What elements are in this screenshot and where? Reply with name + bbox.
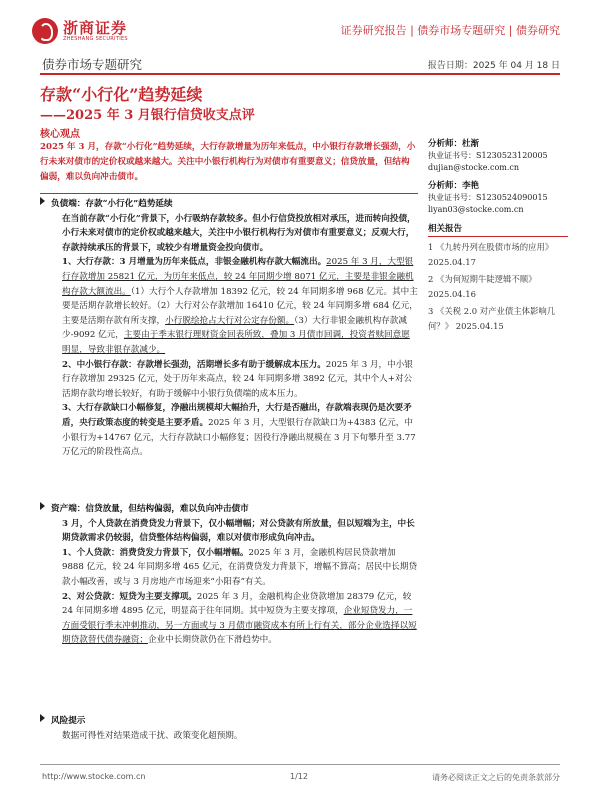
liability-section xyxy=(40,197,418,460)
liability-point-1: 1、大行存款：3 月增量为历年来低点，非银金融机构存款大幅流出。2025 年 3 月，大型银行存款增加 25821 亿元，为历年来低点，较 24 年同期少增 8071 亿元，主要是非银金融机构存款大额流出。（1）大行个人存款增加 18392 亿元，较 24 年同期多增 968 亿元。其中主要是活期存款增长较好。（2）大行对公存款增加 16410 亿元，较 24 年同期多增 684 亿元，主要是活期存款有所支撑，小行脱绘抢占大行对公定存份额。（3）大行非银金融机构存款减少-9092 亿元，主要由于季末银行理财资金回表所致，叠加 3 月债市回调，投资者赎回意愿明显，导致非银存款减少。 xyxy=(62,257,418,355)
asset-heading: 资产端：信贷放量，但结构偏弱，难以负向冲击债市 xyxy=(40,502,418,517)
analyst-2-email[interactable]: liyan03@stocke.com.cn xyxy=(428,205,524,214)
company-logo xyxy=(32,14,162,48)
related-report-item[interactable]: 2 《为何短期牛陡逻辑不顺》 2025.04.16 xyxy=(428,274,537,299)
report-category: 证券研究报告 | 债券市场专题研究 | 债券研究 xyxy=(340,24,560,37)
liability-point-3: 3、大行存款缺口小幅修复，净融出规模却大幅抬升，大行是否融出，存款端表现仍是次要矛盾，央行政策态度的转变是主要矛盾。2025 年 3 月，大型银行存款缺口为+4383 亿元，中小银行为+14767 亿元，大行存款缺口小幅修复；因役行净融出规模在 3 月下旬攀升至 3.77 万亿元的阶段性高点。 xyxy=(62,403,416,458)
core-view-heading: 核心观点 xyxy=(40,129,80,140)
analyst-1-name: 分析师：杜渐 xyxy=(428,139,480,149)
header-rule xyxy=(40,73,560,75)
liability-heading: 负债端：存款“小行化”趋势延续 xyxy=(40,197,418,212)
core-separator xyxy=(40,193,418,194)
related-report-item[interactable]: 1 《九转丹列在股债市场的应用》 2025.04.17 xyxy=(428,242,554,267)
risk-text: 数据可得性对结果造成干扰、政策变化超预期。 xyxy=(62,730,243,741)
asset-intro: 3 月，个人贷款在消费贷发力背景下，仅小幅增幅；对公贷款有所放量，但以短端为主，中长期贷款需求仍较弱，信贷整体结构偏弱，难以对债市形成负向冲击。 xyxy=(62,518,415,544)
risk-section xyxy=(40,714,418,743)
asset-point-2: 2、对公贷款：短贷为主要支撑项。2025 年 3 月，金融机构企业贷款增加 28379 亿元，较 24 年同期多增 4895 亿元，明显高于往年同期。其中短贷为主要支撑项，企业短贷发力，一方面受银行季末冲刺推动，另一方面或与 3 月债市融资成本有所上行有关，部分企业选择以短期贷款替代债券融资；企业中长期贷款仍在下滑趋势中。 xyxy=(62,591,417,646)
bullet-arrow-icon xyxy=(40,714,45,722)
footer-disclaimer: 请务必阅读正文之后的免责条款部分 xyxy=(432,773,560,782)
document-type: 债券市场专题研究 xyxy=(42,57,143,72)
risk-heading: 风险提示 xyxy=(40,714,418,729)
core-view-text: 2025 年 3 月，存款“小行化”趋势延续，大行存款增量为历年来低点，中小银行存款增长强劲，小行未来对债市的定价权或越来越大。关注中小银行机构行为对债市有重要意义；信贷放量，但结构偏弱，难以负向冲击债市。 xyxy=(40,142,416,182)
liability-intro: 在当前存款“小行化”背景下，小行吸纳存款较多。但小行信贷投放相对承压，进而转向投债，小行未来对债市的定价权或越来越大，关注中小银行机构行为对债市有重要意义；反观大行，存款持续承压的背景下，或较少有增量资金投向债市。 xyxy=(62,213,416,253)
analyst-1 xyxy=(428,138,568,174)
logo-text-cn: 浙商证券 xyxy=(63,19,128,37)
bullet-arrow-icon xyxy=(40,197,45,205)
related-rule xyxy=(428,236,568,237)
analyst-1-email[interactable]: dujian@stocke.com.cn xyxy=(428,163,520,172)
report-date: 报告日期：2025 年 04 月 18 日 xyxy=(427,61,560,71)
related-report-item[interactable]: 3 《关税 2.0 对产业债主体影响几何？》 2025.04.15 xyxy=(428,306,556,331)
asset-section xyxy=(40,502,418,648)
related-reports-heading: 相关报告 xyxy=(428,224,463,234)
analyst-2-name: 分析师：李艳 xyxy=(428,181,480,191)
logo-text-en: ZHESHANG SECURITIES xyxy=(63,36,128,42)
asset-point-1: 1、个人贷款：消费贷发力背景下，仅小幅增幅。2025 年 3 月，金融机构居民贷款增加 9888 亿元，较 24 年同期多增 465 亿元，在消费贷发力背景下，增幅不算高；居民中长期贷款小幅改善，或与 3 月房地产市场迎来“小阳春”有关。 xyxy=(62,547,418,587)
liability-point-2: 2、中小银行存款：存款增长强劲，活期增长多有助于缓解成本压力。2025 年 3 月，中小银行存款增加 29325 亿元，处于历年来高点，较 24 年同期多增 3892 亿元，其中个人+对公活期存款均增长较好，有助于缓解中小银行负债端的成本压力。 xyxy=(62,359,413,399)
page-subtitle: ——2025 年 3 月银行信贷收支点评 xyxy=(40,108,255,123)
analyst-2 xyxy=(428,180,568,216)
logo-mark-icon xyxy=(32,18,58,44)
analyst-1-cert: 执业证书号：S1230523120005 xyxy=(428,151,548,160)
page-title: 存款“小行化”趋势延续 xyxy=(40,85,203,104)
footer-rule xyxy=(40,764,560,765)
related-reports-list xyxy=(428,240,568,336)
analyst-2-cert: 执业证书号：S1230524090015 xyxy=(428,193,548,202)
page-number: 1/12 xyxy=(290,772,308,781)
bullet-arrow-icon xyxy=(40,502,45,510)
footer-url[interactable]: http://www.stocke.com.cn xyxy=(42,772,146,781)
